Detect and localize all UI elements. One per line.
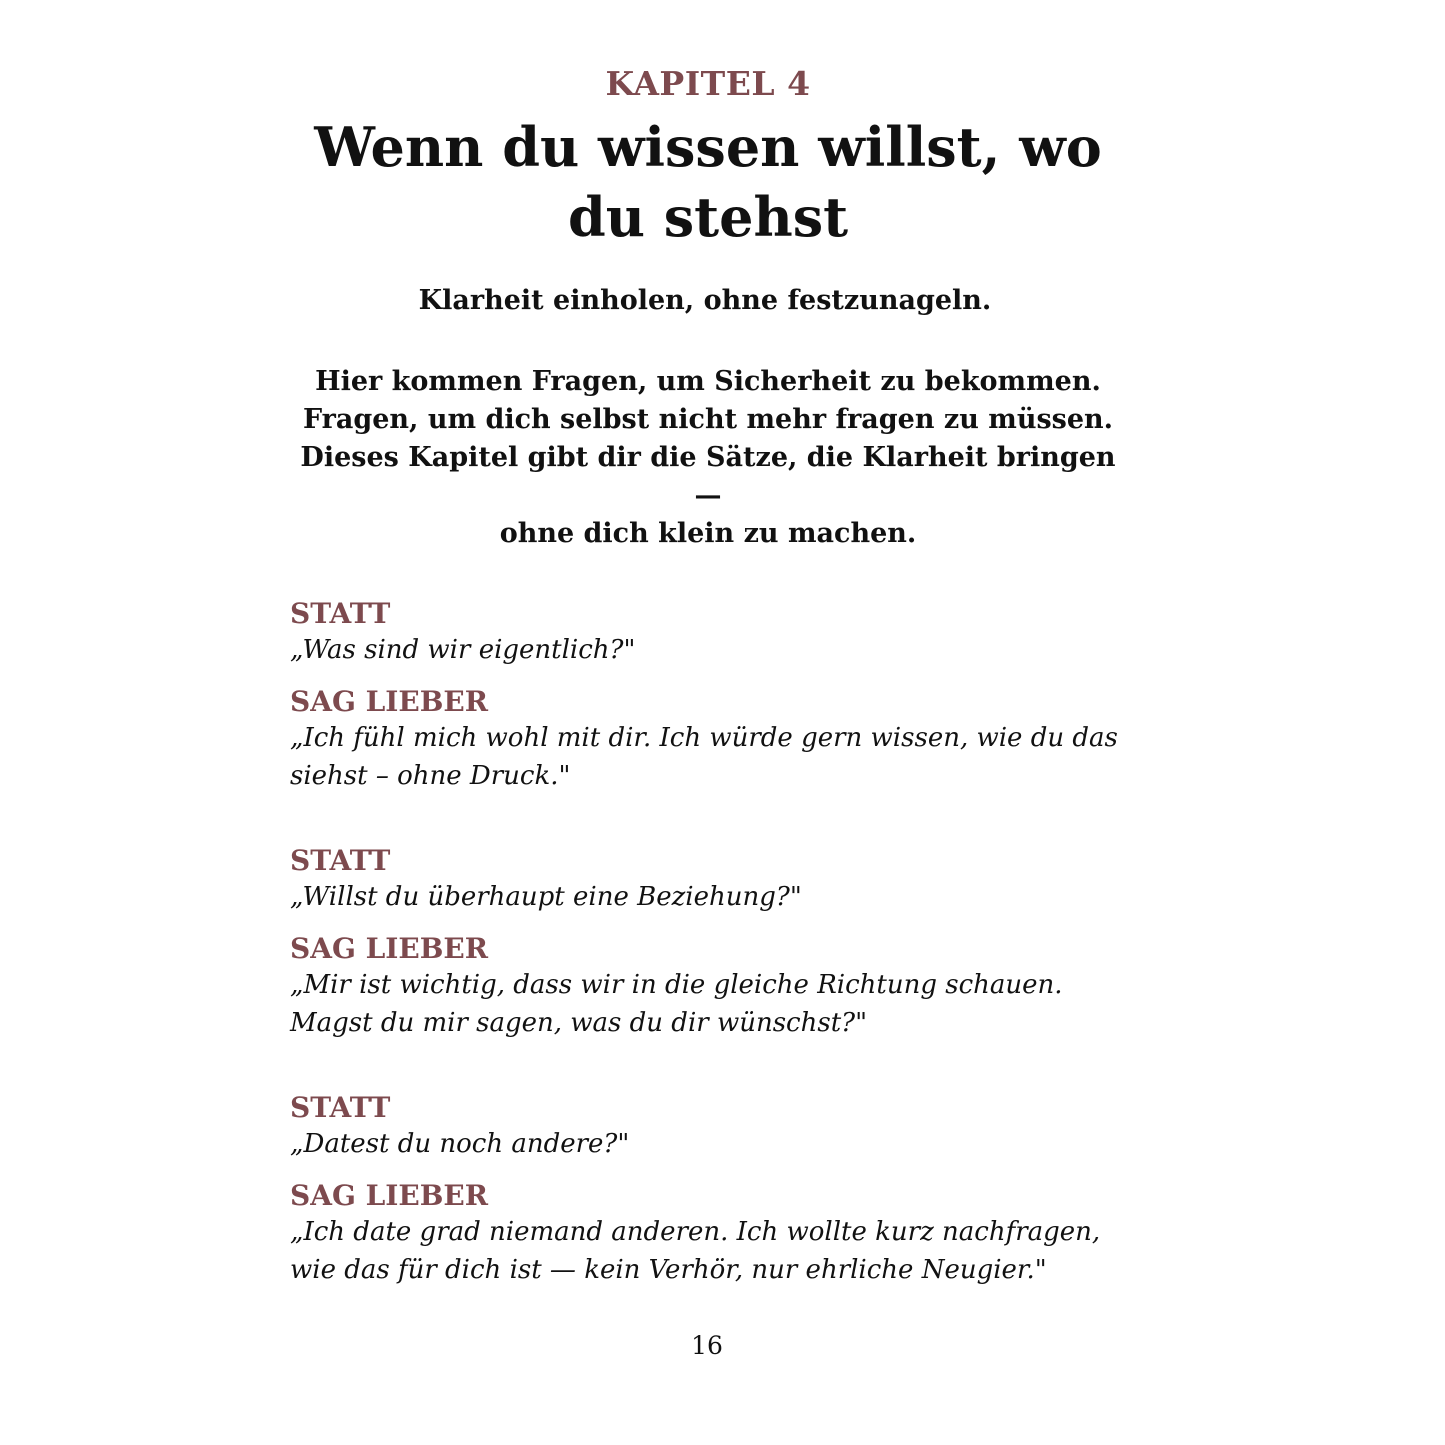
better-label: SAG LIEBER — [290, 1179, 489, 1212]
instead-quote: „Datest du noch andere?" — [290, 1129, 630, 1159]
phrase-pair — [290, 597, 1120, 795]
chapter-label: KAPITEL 4 — [605, 64, 811, 103]
better-label: SAG LIEBER — [290, 932, 489, 965]
instead-label: STATT — [290, 844, 391, 877]
better-label: SAG LIEBER — [290, 685, 489, 718]
intro-line: Dieses Kapitel gibt dir die Sätze, die Klarheit bringen — — [300, 442, 1116, 511]
instead-quote: „Willst du überhaupt eine Beziehung?" — [290, 882, 802, 912]
chapter-intro — [300, 363, 1116, 553]
instead-label: STATT — [290, 597, 391, 630]
better-quote: „Mir ist wichtig, dass wir in die gleiche Richtung schauen. Magst du mir sagen, was du dir wünschst?" — [290, 970, 1063, 1038]
intro-line: Fragen, um dich selbst nicht mehr fragen zu müssen. — [302, 404, 1114, 435]
page-number: 16 — [691, 1331, 723, 1360]
better-quote: „Ich fühl mich wohl mit dir. Ich würde gern wissen, wie du das siehst – ohne Druck." — [290, 723, 1118, 791]
intro-line: Hier kommen Fragen, um Sicherheit zu bekommen. — [315, 366, 1101, 397]
intro-line: ohne dich klein zu machen. — [499, 518, 917, 549]
phrase-pair — [290, 1091, 1120, 1289]
chapter-title: Wenn du wissen willst, wo du stehst — [314, 115, 1102, 249]
instead-label: STATT — [290, 1091, 391, 1124]
phrase-pair — [290, 844, 1120, 1042]
instead-quote: „Was sind wir eigentlich?" — [290, 635, 636, 665]
better-quote: „Ich date grad niemand anderen. Ich wollte kurz nachfragen, wie das für dich ist — kein Verhör, nur ehrliche Neugier." — [290, 1217, 1101, 1285]
chapter-subtitle: Klarheit einholen, ohne festzunageln. — [418, 285, 992, 316]
